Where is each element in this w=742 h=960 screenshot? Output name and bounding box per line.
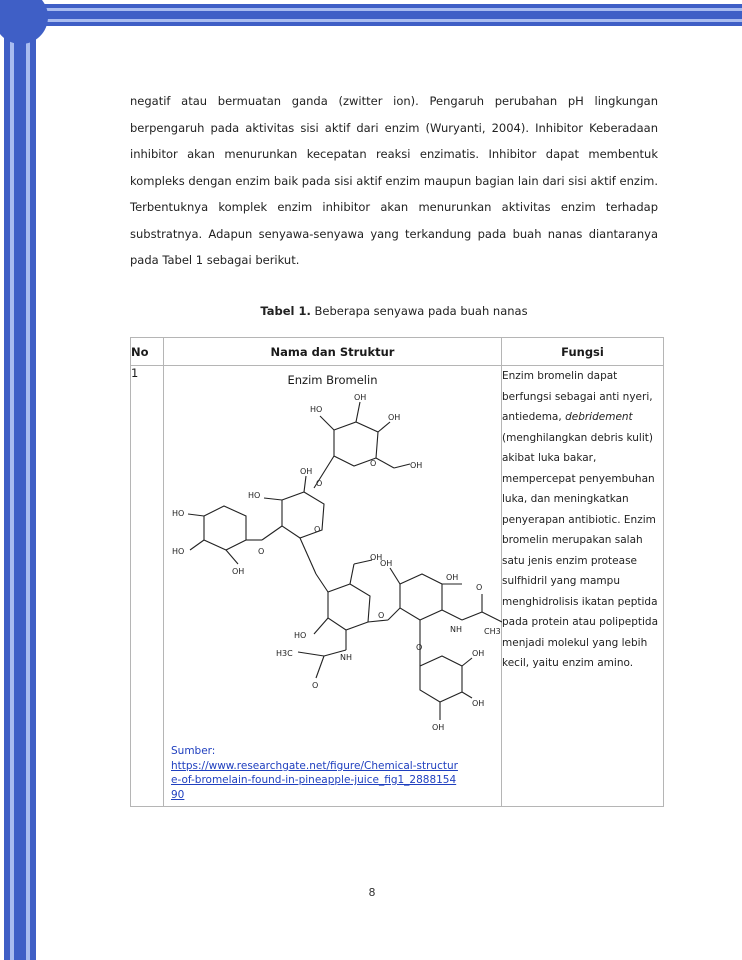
compounds-table <box>130 337 664 807</box>
svg-text:O: O <box>312 681 319 690</box>
svg-text:OH: OH <box>472 699 485 708</box>
svg-text:HO: HO <box>294 631 307 640</box>
header-name-structure: Nama dan Struktur <box>164 338 502 366</box>
structure-atom-labels <box>172 393 501 732</box>
svg-text:O: O <box>416 643 423 652</box>
svg-text:OH: OH <box>446 573 459 582</box>
svg-text:OH: OH <box>354 393 367 402</box>
body-paragraph: negatif atau bermuatan ganda (zwitter ion). Pengaruh perubahan pH lingkungan berpengaruh pada aktivitas sisi aktif dari enzim (Wuryanti, 2004). Inhibitor Keberadaan inhibitor akan menurunkan kecepatan reaksi enzimatis. Inhibitor dapat membentuk kompleks dengan enzim baik pada sisi aktif enzim maupun bagian lain dari sisi aktif enzim. Terbentuknya komplek enzim inhibitor akan menurunkan aktivitas enzim terhadap substratnya. Adapun senyawa-senyawa yang terkandung pada buah nanas diantaranya pada Tabel 1 sebagai berikut. <box>130 94 658 267</box>
table-caption-label: Tabel 1. <box>260 304 311 318</box>
function-cell <box>502 366 664 807</box>
header-function: Fungsi <box>502 338 664 366</box>
svg-text:OH: OH <box>410 461 423 470</box>
svg-text:HO: HO <box>172 547 185 556</box>
name-structure-cell <box>164 366 502 807</box>
row-number: 1 <box>131 366 164 807</box>
svg-text:CH3: CH3 <box>484 627 501 636</box>
source-citation <box>171 744 461 802</box>
source-link[interactable]: https://www.researchgate.net/figure/Chemical-structure-of-bromelain-found-in-pineapple-juice_fig1_288815490 <box>171 759 458 801</box>
svg-text:O: O <box>314 525 321 534</box>
svg-text:HO: HO <box>310 405 323 414</box>
svg-text:O: O <box>258 547 265 556</box>
enzyme-name: Enzim Bromelin <box>287 373 378 387</box>
svg-text:OH: OH <box>388 413 401 422</box>
svg-text:OH: OH <box>232 567 245 576</box>
table-row <box>131 366 664 807</box>
function-text-1: Enzim bromelin dapat berfungsi sebagai anti nyeri, antiedema, <box>502 370 653 423</box>
table-header-row <box>131 338 664 366</box>
bromelain-structure-diagram <box>164 388 502 738</box>
svg-text:HO: HO <box>172 509 185 518</box>
left-decorative-bar <box>4 0 38 960</box>
svg-text:OH: OH <box>370 553 383 562</box>
svg-text:O: O <box>316 479 323 488</box>
svg-text:NH: NH <box>450 625 462 634</box>
svg-text:O: O <box>378 611 385 620</box>
source-label: Sumber: <box>171 745 216 757</box>
svg-text:O: O <box>476 583 483 592</box>
table-caption-text: Beberapa senyawa pada buah nanas <box>314 304 528 318</box>
function-text-2: (menghilangkan debris kulit) akibat luka bakar, mempercepat penyembuhan luka, dan meningkatkan penyerapan antibiotic. Enzim bromelin merupakan salah satu jenis enzim protease sulfhidril yang mampu menghidrolisis ikatan peptida pada protein atau polipeptida menjadi molekul yang lebih kecil, yaitu enzim amino. <box>502 431 659 669</box>
table-caption <box>130 304 658 318</box>
svg-text:OH: OH <box>300 467 313 476</box>
page-number: 8 <box>368 886 376 899</box>
header-no: No <box>131 338 164 366</box>
function-italic-term: debridement <box>565 411 633 423</box>
svg-text:NH: NH <box>340 653 352 662</box>
svg-text:H3C: H3C <box>276 649 293 658</box>
svg-text:O: O <box>370 459 377 468</box>
corner-circle-ornament <box>0 0 48 44</box>
svg-text:OH: OH <box>432 723 445 732</box>
svg-text:HO: HO <box>248 491 261 500</box>
svg-text:OH: OH <box>380 559 393 568</box>
top-decorative-bar <box>20 4 742 28</box>
svg-text:OH: OH <box>472 649 485 658</box>
